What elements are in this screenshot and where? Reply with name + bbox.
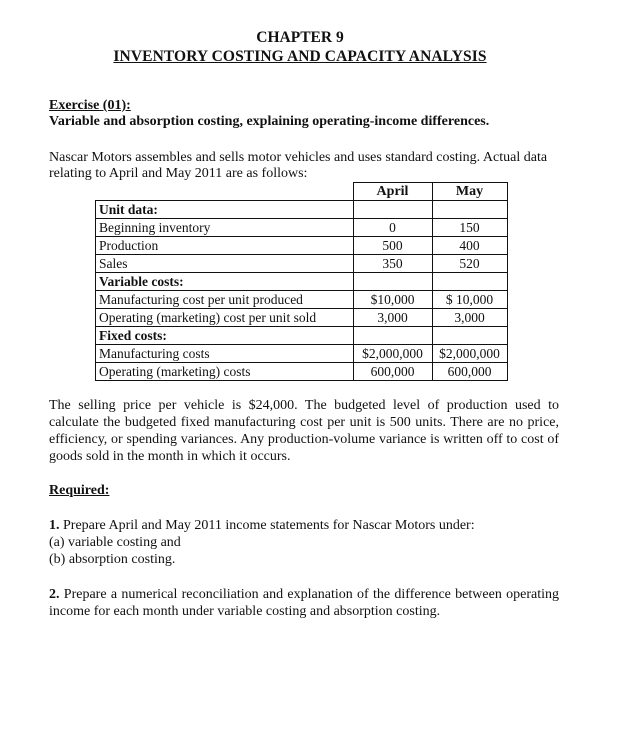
table-cell-april: 0 (353, 219, 432, 237)
table-cell-may: $2,000,000 (432, 345, 507, 363)
table-row (96, 255, 508, 273)
table-row-label: Variable costs: (96, 273, 354, 291)
question-1-line (49, 517, 559, 534)
question-2-number: 2. (49, 587, 60, 602)
table-row (96, 219, 508, 237)
table-row-label: Sales (96, 255, 354, 273)
table-row (96, 237, 508, 255)
table-cell-april: 3,000 (353, 309, 432, 327)
table-header-may: May (432, 183, 507, 201)
table-row-label: Manufacturing costs (96, 345, 354, 363)
table-cell-may: 520 (432, 255, 507, 273)
table-header-april: April (353, 183, 432, 201)
table-cell-april (353, 327, 432, 345)
exercise-title: Variable and absorption costing, explaining operating-income differences. (49, 114, 490, 129)
table-cell-may: $ 10,000 (432, 291, 507, 309)
problem-paragraph: The selling price per vehicle is $24,000. The budgeted level of production used to calculate the budgeted fixed manufacturing cost per unit is 500 units. There are no price, efficiency, or spending variances. Any production-volume variance is written off to cost of goods sold in the month in which it occurs. (49, 398, 559, 464)
question-1-part-b: (b) absorption costing. (49, 552, 176, 567)
table-row-label: Operating (marketing) cost per unit sold (96, 309, 354, 327)
table-header-blank (96, 183, 354, 201)
table-cell-april (353, 273, 432, 291)
table-row-label: Fixed costs: (96, 327, 354, 345)
table-row-label: Beginning inventory (96, 219, 354, 237)
chapter-title: INVENTORY COSTING AND CAPACITY ANALYSIS (113, 48, 487, 65)
data-table (95, 182, 508, 381)
exercise-label: Exercise (01): (49, 98, 131, 113)
table-row (96, 291, 508, 309)
question-1-part-a: (a) variable costing and (49, 535, 181, 550)
table-row (96, 327, 508, 345)
table-cell-may: 400 (432, 237, 507, 255)
table-row-label: Unit data: (96, 201, 354, 219)
table-cell-april (353, 201, 432, 219)
table-row-label: Operating (marketing) costs (96, 363, 354, 381)
table-cell-april: $2,000,000 (353, 345, 432, 363)
table-cell-may (432, 201, 507, 219)
table-cell-may: 3,000 (432, 309, 507, 327)
chapter-number: CHAPTER 9 (256, 29, 344, 46)
question-1-text: Prepare April and May 2011 income statements for Nascar Motors under: (59, 518, 475, 533)
table-header-row (96, 183, 508, 201)
table-row (96, 363, 508, 381)
table-cell-april: 500 (353, 237, 432, 255)
table-row-label: Production (96, 237, 354, 255)
table-row-label: Manufacturing cost per unit produced (96, 291, 354, 309)
table-row (96, 345, 508, 363)
table-cell-may: 150 (432, 219, 507, 237)
table-row (96, 273, 508, 291)
table-row (96, 201, 508, 219)
question-1 (49, 517, 559, 568)
table-cell-may: 600,000 (432, 363, 507, 381)
required-label: Required: (49, 483, 110, 498)
question-2 (49, 586, 559, 620)
intro-text: Nascar Motors assembles and sells motor vehicles and uses standard costing. Actual data relating to April and May 2011 are as follows: (49, 150, 548, 181)
table-row (96, 309, 508, 327)
table-cell-april: $10,000 (353, 291, 432, 309)
table-cell-may (432, 273, 507, 291)
table-cell-may (432, 327, 507, 345)
table-cell-april: 350 (353, 255, 432, 273)
question-2-text: Prepare a numerical reconciliation and explanation of the difference between operating income for each month under variable costing and absorption costing. (49, 587, 559, 619)
question-1-number: 1. (49, 518, 60, 533)
table-cell-april: 600,000 (353, 363, 432, 381)
